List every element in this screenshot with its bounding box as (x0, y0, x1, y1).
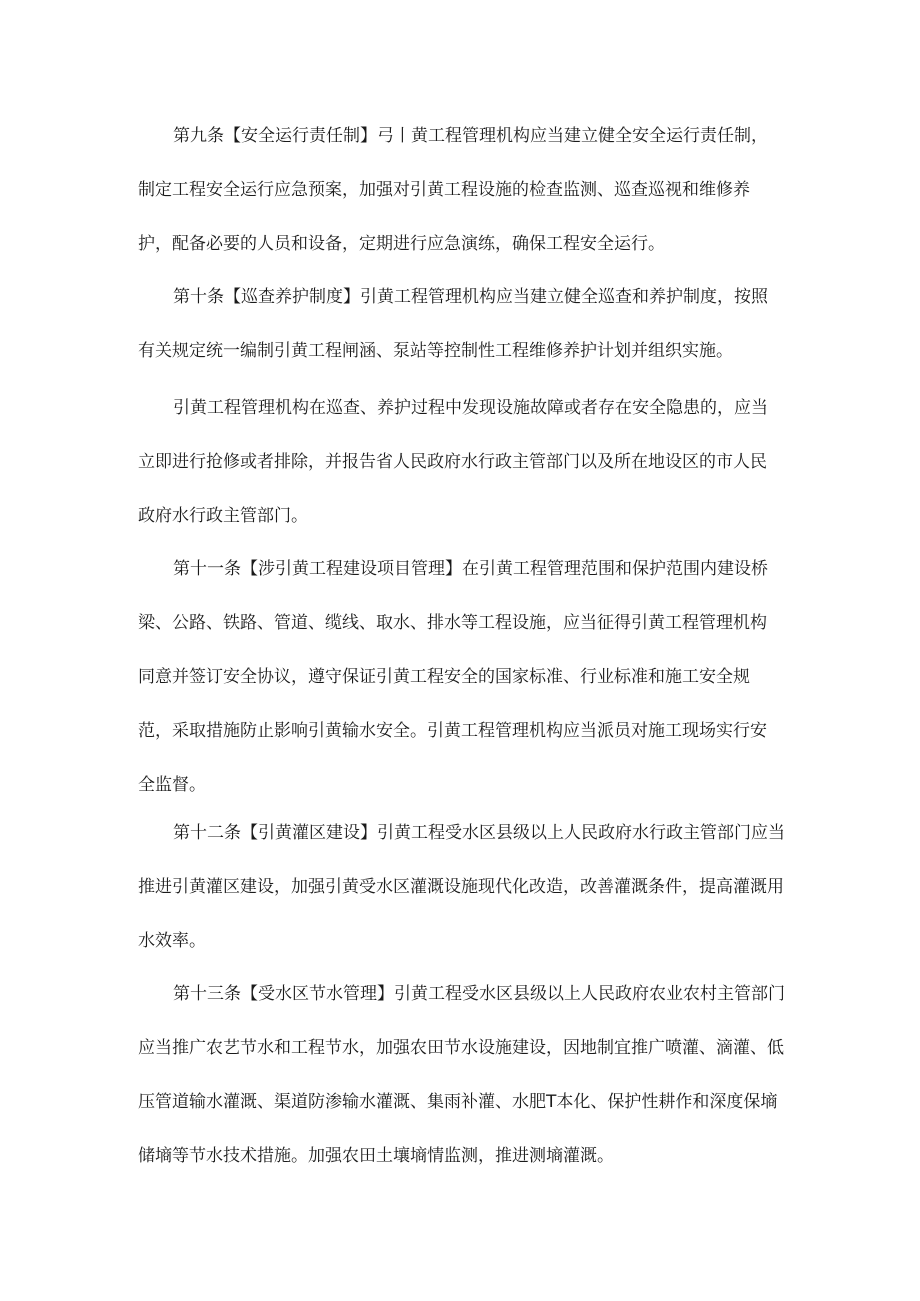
article-11-line-3: 同意并签订安全协议，遵守保证引黄工程安全的国家标准、行业标准和施工安全规 (138, 667, 750, 687)
article-10-line-1: 第十条【巡查养护制度】引黄工程管理机构应当建立健全巡查和养护制度，按照 (173, 287, 768, 307)
article-11-line-2: 梁、公路、铁路、管道、缆线、取水、排水等工程设施，应当征得引黄工程管理机构 (138, 613, 767, 633)
article-10-paragraph-2 (138, 397, 788, 527)
article-10-line-2: 有关规定统一编制引黄工程闸涵、泵站等控制性工程维修养护计划并组织实施。 (138, 341, 733, 361)
article-9 (138, 125, 788, 255)
article-10-p2-line-3: 政府水行政主管部门。 (138, 506, 308, 526)
article-13-line-4: 储墒等节水技术措施。加强农田土壤墒情监测，推进测墒灌溉。 (138, 1146, 614, 1166)
article-13-line-1: 第十三条【受水区节水管理】引黄工程受水区县级以上人民政府农业农村主管部门 (173, 984, 785, 1004)
article-10-p2-line-1: 引黄工程管理机构在巡查、养护过程中发现设施故障或者存在安全隐患的，应当 (173, 398, 768, 418)
article-11-line-5: 全监督。 (138, 775, 206, 795)
article-12-line-2: 推进引黄灌区建设，加强引黄受水区灌溉设施现代化改造，改善灌溉条件，提高灌溉用 (138, 877, 784, 897)
article-10-p2-line-2: 立即进行抢修或者排除，并报告省人民政府水行政主管部门以及所在地设区的市人民 (138, 452, 767, 472)
article-13-line-2: 应当推广农艺节水和工程节水，加强农田节水设施建设，因地制宜推广喷灌、滴灌、低 (138, 1038, 784, 1058)
article-10 (138, 286, 788, 362)
article-9-line-3: 护，配备必要的人员和设备，定期进行应急演练，确保工程安全运行。 (138, 234, 665, 254)
article-11 (138, 558, 788, 796)
article-11-line-4: 范，采取措施防止影响引黄输水安全。引黄工程管理机构应当派员对施工现场实行安 (138, 721, 767, 741)
article-13 (138, 983, 788, 1167)
article-9-line-2: 制定工程安全运行应急预案，加强对引黄工程设施的检查监测、巡查巡视和维修养 (138, 180, 750, 200)
article-12-line-3: 水效率。 (138, 931, 206, 951)
article-12 (138, 822, 788, 952)
article-13-line-3: 压管道输水灌溉、渠道防渗输水灌溉、集雨补灌、水肥T本化、保护性耕作和深度保墒 (138, 1092, 778, 1112)
article-9-line-1: 第九条【安全运行责任制】弓丨黄工程管理机构应当建立健全安全运行责任制， (173, 126, 768, 146)
article-12-line-1: 第十二条【引黄灌区建设】引黄工程受水区县级以上人民政府水行政主管部门应当 (173, 823, 785, 843)
article-11-line-1: 第十一条【涉引黄工程建设项目管理】在引黄工程管理范围和保护范围内建设桥 (173, 559, 768, 579)
